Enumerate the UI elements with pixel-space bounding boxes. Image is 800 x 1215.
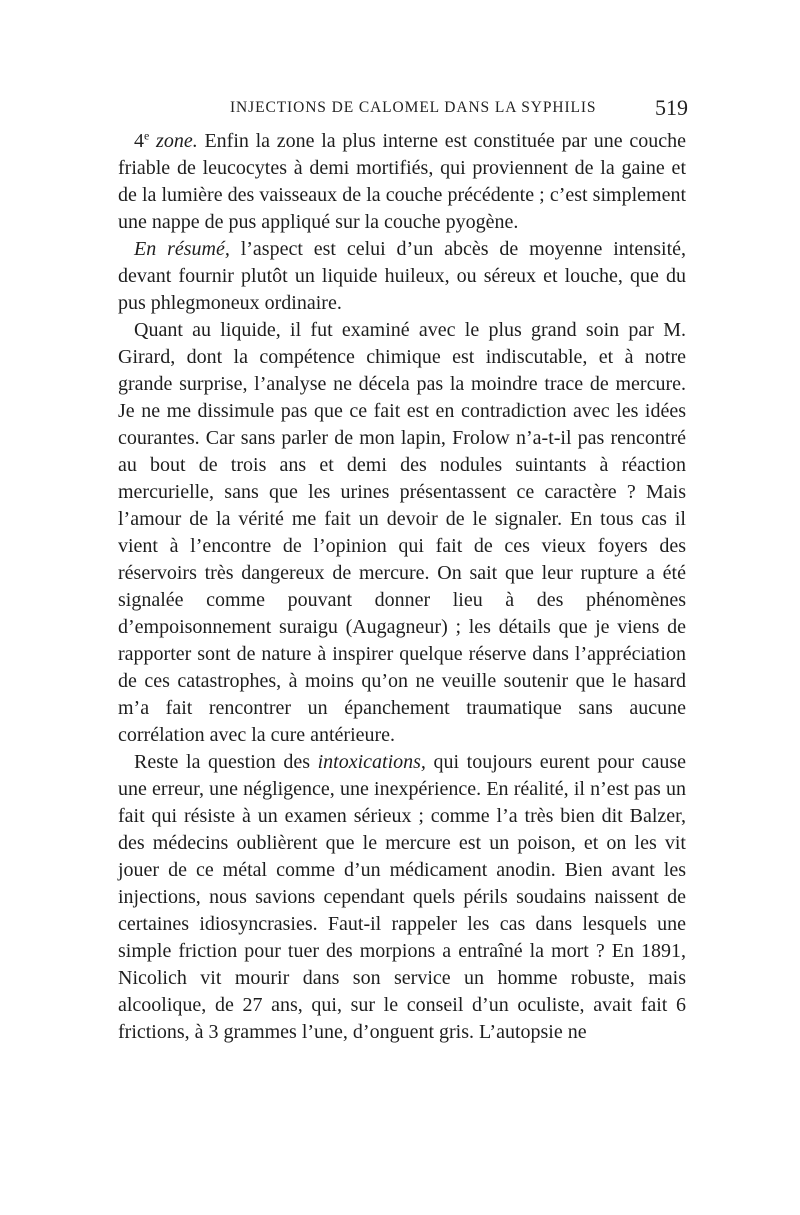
zone-number: 4 (134, 130, 144, 152)
paragraph-text: qui toujours eurent pour cause une erreur, une négligence, une inexpérience. En réalité, il n’est pas un fait qui résiste à un examen sérieux ; comme l’a très bien dit Balzer, des médecins oublièrent que le mercure est un poison, et on les vit jouer de ce métal comme d’un médicament anodin. Bien avant les injections, nous savions cependant quels périls soudains naissent de certaines idiosyncrasies. Faut-il rappeler les cas dans lesquels une simple friction pour tuer des morpions a entraîné la mort ? En 1891, Nicolich vit mourir dans son service un homme robuste, mais alcoolique, de 27 ans, qui, sur le conseil d’un oculiste, avait fait 6 frictions, à 3 grammes l’une, d’onguent gris. L’autopsie ne (118, 751, 686, 1043)
paragraph-text: Quant au liquide, il fut examiné avec le plus grand soin par M. Girard, dont la compétence chimique est indiscutable, et à notre grande surprise, l’analyse ne décela pas la moindre trace de mercure. Je ne me dissimule pas que ce fait est en contradiction avec les idées courantes. Car sans parler de mon lapin, Frolow n’a-t-il pas rencontré au bout de trois ans et demi des nodules suintants à réaction mercurielle, sans que les urines présentassent ce caractère ? Mais l’amour de la vérité me fait un devoir de le signaler. En tous cas il vient à l’encontre de l’opinion qui fait de ces vieux foyers des réservoirs très dangereux de mercure. On sait que leur rupture a été signalée comme pouvant donner lieu à des phénomènes d’empoisonnement suraigu (Augagneur) ; les détails que je viens de rapporter sont de nature à inspirer quelque réserve dans l’appréciation de ces catastrophes, à moins qu’on ne veuille soutenir que le hasard m’a fait rencontrer un épanchement traumatique sans aucune corrélation avec la cure antérieure. (118, 319, 686, 746)
paragraph-text: l’aspect est celui d’un abcès de moyenne intensité, devant fournir plutôt un liquide huileux, ou séreux et louche, que du pus phlegmoneux ordinaire. (118, 238, 687, 314)
zone-number-superscript: e (144, 128, 150, 143)
running-header (118, 95, 688, 125)
paragraph-liquide (118, 317, 686, 749)
paragraph-resume (118, 236, 686, 317)
paragraph-zone-4 (118, 128, 686, 236)
body-text (118, 128, 686, 1046)
page-number: 519 (655, 95, 688, 120)
paragraph-italic-term: intoxications, (317, 751, 426, 773)
paragraph-text-before: Reste la question des (134, 751, 318, 773)
paragraph-lead: zone. (149, 130, 198, 152)
paragraph-intoxications (118, 749, 686, 1046)
running-title: INJECTIONS DE CALOMEL DANS LA SYPHILIS (230, 99, 597, 116)
paragraph-lead: En résumé, (134, 238, 230, 260)
paragraph-text: Enfin la zone la plus interne est constituée par une couche friable de leucocytes à demi mortifiés, qui proviennent de la gaine et de la lumière des vaisseaux de la couche précédente ; c’est simplement une nappe de pus appliqué sur la couche pyogène. (118, 130, 686, 233)
